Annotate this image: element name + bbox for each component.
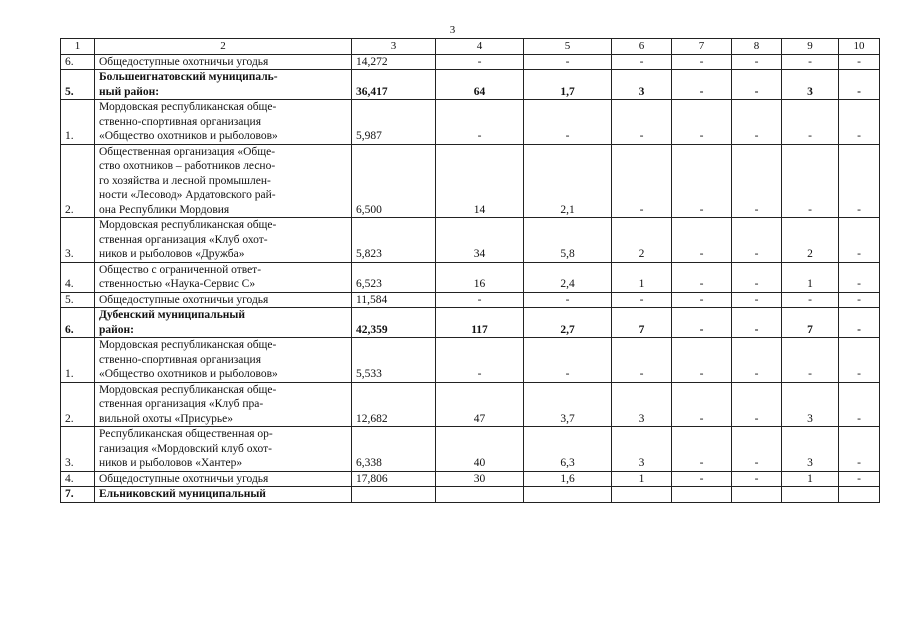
column-number: 5 (524, 39, 612, 55)
cell-col-9: 2 (782, 218, 839, 263)
cell-col-4: 16 (436, 262, 524, 292)
row-number: 7. (61, 487, 95, 503)
row-name (95, 70, 352, 100)
cell-col-7: - (672, 218, 732, 263)
cell-col-4: 34 (436, 218, 524, 263)
table-row (61, 218, 880, 263)
cell-col-6: - (612, 144, 672, 218)
row-name-line: Общество с ограниченной ответ- (99, 263, 262, 276)
row-name (95, 338, 352, 383)
cell-col-9: 1 (782, 262, 839, 292)
cell-col-8: - (732, 471, 782, 487)
row-name-line: Большеигнатовский муниципаль- (99, 71, 278, 83)
row-name-line: ственная организация «Клуб пра- (99, 398, 264, 410)
cell-col-6: 3 (612, 70, 672, 100)
row-name (95, 262, 352, 292)
cell-col-8: - (732, 70, 782, 100)
cell-col-7: - (672, 54, 732, 70)
cell-col-6: 1 (612, 471, 672, 487)
cell-col-4 (436, 487, 524, 503)
cell-col-10: - (839, 218, 880, 263)
cell-col-7 (672, 487, 732, 503)
row-name-line: вильной охоты «Присурье» (99, 412, 234, 425)
cell-col-7: - (672, 382, 732, 427)
cell-col-4: 47 (436, 382, 524, 427)
row-number: 3. (61, 427, 95, 472)
cell-col-3: 11,584 (352, 292, 436, 308)
row-name-line: «Общество охотников и рыболовов» (99, 130, 278, 142)
row-name-line: ников и рыболовов «Дружба» (99, 248, 245, 260)
table-row (61, 54, 880, 70)
column-number: 1 (61, 39, 95, 55)
table-body (61, 39, 880, 503)
cell-col-9: - (782, 292, 839, 308)
cell-col-9: 1 (782, 471, 839, 487)
column-number: 2 (95, 39, 352, 55)
table-row (61, 308, 880, 338)
cell-col-6: - (612, 100, 672, 145)
cell-col-10: - (839, 471, 880, 487)
cell-col-7: - (672, 338, 732, 383)
cell-col-6: 7 (612, 308, 672, 338)
cell-col-3: 12,682 (352, 382, 436, 427)
cell-col-10: - (839, 144, 880, 218)
row-number: 6. (61, 54, 95, 70)
row-name-line: Общедоступные охотничьи угодья (99, 472, 269, 485)
cell-col-9 (782, 487, 839, 503)
row-number: 4. (61, 262, 95, 292)
column-number: 10 (839, 39, 880, 55)
cell-col-3: 42,359 (352, 308, 436, 338)
cell-col-6: - (612, 292, 672, 308)
cell-col-8: - (732, 144, 782, 218)
row-name-line: ный район: (99, 85, 160, 98)
cell-col-9: - (782, 100, 839, 145)
cell-col-4: 40 (436, 427, 524, 472)
cell-col-10: - (839, 262, 880, 292)
cell-col-5: 6,3 (524, 427, 612, 472)
row-name (95, 487, 352, 503)
cell-col-10: - (839, 308, 880, 338)
cell-col-3: 14,272 (352, 54, 436, 70)
row-name-line: ности «Лесовод» Ардатовского рай- (99, 189, 276, 201)
row-name-line: Общедоступные охотничьи угодья (99, 55, 269, 68)
cell-col-4: - (436, 100, 524, 145)
row-number: 2. (61, 144, 95, 218)
row-name-line: ников и рыболовов «Хантер» (99, 457, 243, 469)
row-name (95, 427, 352, 472)
table-row (61, 292, 880, 308)
row-number: 6. (61, 308, 95, 338)
row-number: 1. (61, 100, 95, 145)
cell-col-10: - (839, 338, 880, 383)
cell-col-9: - (782, 54, 839, 70)
row-number: 2. (61, 382, 95, 427)
cell-col-9: 3 (782, 70, 839, 100)
row-name-line: Ельниковский муниципальный (99, 488, 266, 500)
row-name-line: Мордовская республиканская обще- (99, 219, 277, 231)
cell-col-6: 3 (612, 382, 672, 427)
row-name-line: ственно-спортивная организация (99, 115, 261, 128)
cell-col-3: 6,338 (352, 427, 436, 472)
row-name (95, 292, 352, 308)
cell-col-5: 2,4 (524, 262, 612, 292)
column-number: 3 (352, 39, 436, 55)
cell-col-8 (732, 487, 782, 503)
cell-col-10: - (839, 382, 880, 427)
column-number: 7 (672, 39, 732, 55)
cell-col-3: 5,533 (352, 338, 436, 383)
cell-col-4: 64 (436, 70, 524, 100)
cell-col-4: 14 (436, 144, 524, 218)
row-name-line: Республиканская общественная ор- (99, 428, 273, 440)
row-name (95, 308, 352, 338)
row-number: 3. (61, 218, 95, 263)
cell-col-4: - (436, 292, 524, 308)
cell-col-6: - (612, 54, 672, 70)
cell-col-5: 1,6 (524, 471, 612, 487)
table-row (61, 100, 880, 145)
cell-col-4: - (436, 338, 524, 383)
cell-col-8: - (732, 100, 782, 145)
cell-col-5: - (524, 338, 612, 383)
cell-col-6: 1 (612, 262, 672, 292)
table-row (61, 144, 880, 218)
cell-col-7: - (672, 471, 732, 487)
cell-col-3: 6,523 (352, 262, 436, 292)
row-name (95, 100, 352, 145)
cell-col-3: 36,417 (352, 70, 436, 100)
row-name-line: Общественная организация «Обще- (99, 145, 276, 158)
cell-col-6: 2 (612, 218, 672, 263)
row-name-line: го хозяйства и лесной промышлен- (99, 174, 271, 187)
cell-col-5: 2,1 (524, 144, 612, 218)
cell-col-3 (352, 487, 436, 503)
cell-col-7: - (672, 292, 732, 308)
table-row (61, 262, 880, 292)
row-name-line: Мордовская республиканская обще- (99, 101, 277, 113)
cell-col-9: - (782, 338, 839, 383)
cell-col-3: 5,987 (352, 100, 436, 145)
cell-col-5: - (524, 292, 612, 308)
cell-col-8: - (732, 427, 782, 472)
table-row (61, 70, 880, 100)
cell-col-8: - (732, 382, 782, 427)
row-name-line: район: (99, 323, 134, 336)
row-name (95, 382, 352, 427)
cell-col-10: - (839, 427, 880, 472)
cell-col-9: - (782, 144, 839, 218)
row-name-line: ственно-спортивная организация (99, 353, 261, 366)
row-name (95, 54, 352, 70)
table-row (61, 382, 880, 427)
row-number: 4. (61, 471, 95, 487)
row-name-line: она Республики Мордовия (99, 203, 230, 216)
row-name (95, 144, 352, 218)
cell-col-4: 30 (436, 471, 524, 487)
cell-col-5: 1,7 (524, 70, 612, 100)
cell-col-5: - (524, 54, 612, 70)
row-name-line: Мордовская республиканская обще- (99, 383, 277, 396)
cell-col-4: 117 (436, 308, 524, 338)
row-name (95, 471, 352, 487)
row-number: 5. (61, 70, 95, 100)
column-number-row (61, 39, 880, 55)
row-name-line: ганизация «Мордовский клуб охот- (99, 442, 273, 455)
cell-col-5: 3,7 (524, 382, 612, 427)
cell-col-5: 2,7 (524, 308, 612, 338)
cell-col-7: - (672, 427, 732, 472)
table-row (61, 487, 880, 503)
cell-col-7: - (672, 100, 732, 145)
cell-col-7: - (672, 144, 732, 218)
table-row (61, 338, 880, 383)
table-row (61, 471, 880, 487)
cell-col-8: - (732, 308, 782, 338)
cell-col-10: - (839, 70, 880, 100)
column-number: 9 (782, 39, 839, 55)
cell-col-9: 3 (782, 427, 839, 472)
cell-col-8: - (732, 218, 782, 263)
cell-col-5: 5,8 (524, 218, 612, 263)
row-name-line: «Общество охотников и рыболовов» (99, 368, 278, 380)
row-name-line: ственностью «Наука-Сервис С» (99, 278, 256, 290)
row-name-line: Мордовская республиканская обще- (99, 339, 277, 351)
cell-col-8: - (732, 54, 782, 70)
hunting-grounds-table (60, 38, 880, 503)
cell-col-5: - (524, 100, 612, 145)
cell-col-7: - (672, 70, 732, 100)
row-name-line: Дубенский муниципальный (99, 309, 246, 321)
cell-col-6 (612, 487, 672, 503)
cell-col-3: 17,806 (352, 471, 436, 487)
cell-col-4: - (436, 54, 524, 70)
cell-col-6: 3 (612, 427, 672, 472)
row-name (95, 218, 352, 263)
cell-col-10: - (839, 54, 880, 70)
cell-col-9: 3 (782, 382, 839, 427)
cell-col-3: 6,500 (352, 144, 436, 218)
cell-col-3: 5,823 (352, 218, 436, 263)
cell-col-9: 7 (782, 308, 839, 338)
column-number: 8 (732, 39, 782, 55)
column-number: 6 (612, 39, 672, 55)
page-number: 3 (449, 24, 456, 36)
row-number: 5. (61, 292, 95, 308)
cell-col-10: - (839, 292, 880, 308)
cell-col-8: - (732, 292, 782, 308)
column-number: 4 (436, 39, 524, 55)
row-name-line: ственная организация «Клуб охот- (99, 233, 268, 246)
cell-col-8: - (732, 262, 782, 292)
row-name-line: ство охотников – работников лесно- (99, 160, 276, 172)
cell-col-10: - (839, 100, 880, 145)
row-number: 1. (61, 338, 95, 383)
cell-col-6: - (612, 338, 672, 383)
cell-col-8: - (732, 338, 782, 383)
table-row (61, 427, 880, 472)
row-name-line: Общедоступные охотничьи угодья (99, 293, 269, 306)
cell-col-7: - (672, 308, 732, 338)
cell-col-10 (839, 487, 880, 503)
cell-col-7: - (672, 262, 732, 292)
cell-col-5 (524, 487, 612, 503)
